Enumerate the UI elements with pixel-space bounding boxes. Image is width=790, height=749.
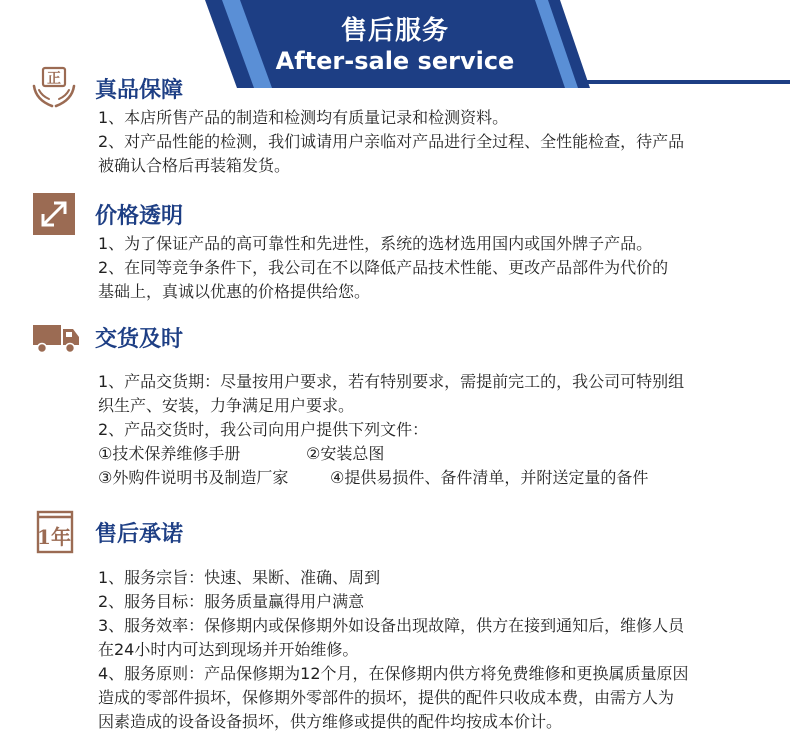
document-item: ②安装总图 — [306, 444, 385, 463]
section-title: 真品保障 — [95, 78, 184, 103]
document-row — [98, 466, 778, 490]
resize-arrow-icon — [30, 192, 78, 236]
delivery-truck-icon — [28, 315, 84, 359]
section-title: 售后承诺 — [95, 522, 184, 547]
document-item: ④提供易损件、备件清单，并附送定量的备件 — [330, 468, 649, 487]
section-body — [98, 370, 778, 490]
body-line: 4、服务原则：产品保修期为12个月，在保修期内供方将免费维修和更换属质量原因 — [98, 664, 689, 683]
body-line: 1、服务宗旨：快速、果断、准确、周到 — [98, 568, 381, 587]
svg-text:正: 正 — [47, 71, 61, 87]
section-body — [98, 566, 778, 734]
banner-subtitle: After-sale service — [275, 47, 515, 75]
section-title: 价格透明 — [95, 204, 184, 229]
body-line: 在24小时内可达到现场并开始维修。 — [98, 640, 359, 659]
body-line: 2、对产品性能的检测，我们诚请用户亲临对产品进行全过程、全性能检查，待产品 — [98, 132, 685, 151]
one-year-calendar-icon — [30, 510, 78, 554]
body-line: 1、为了保证产品的高可靠性和先进性，系统的选材选用国内或国外牌子产品。 — [98, 234, 653, 253]
body-line: 织生产、安装，力争满足用户要求。 — [98, 396, 355, 415]
body-line: 2、在同等竞争条件下，我公司在不以降低产品技术性能、更改产品部件为代价的 — [98, 258, 669, 277]
section-body — [98, 232, 778, 304]
body-line: 1、本店所售产品的制造和检测均有质量记录和检测资料。 — [98, 108, 509, 127]
body-line: 2、服务目标：服务质量赢得用户满意 — [98, 592, 365, 611]
body-line: 基础上，真诚以优惠的价格提供给您。 — [98, 282, 371, 301]
banner-title: 售后服务 — [340, 16, 449, 46]
body-line: 2、产品交货时，我公司向用户提供下列文件： — [98, 420, 429, 439]
section-body — [98, 106, 778, 178]
section-title: 交货及时 — [95, 327, 184, 352]
body-line: 3、服务效率：保修期内或保修期外如设备出现故障，供方在接到通知后，维修人员 — [98, 616, 685, 635]
calendar-icon-text: 1年 — [37, 525, 71, 549]
body-line: 被确认合格后再装箱发货。 — [98, 156, 291, 175]
document-item: ①技术保养维修手册 — [98, 444, 241, 463]
genuine-hands-icon — [30, 66, 78, 110]
body-line: 因素造成的设备设备损坏，供方维修或提供的配件均按成本价计。 — [98, 712, 563, 731]
document-row — [98, 442, 778, 466]
document-item: ③外购件说明书及制造厂家 — [98, 468, 289, 487]
body-line: 1、产品交货期：尽量按用户要求，若有特别要求，需提前完工的，我公司可特别组 — [98, 372, 685, 391]
body-line: 造成的零部件损坏，保修期外零部件的损坏，提供的配件只收成本费，由需方人为 — [98, 688, 675, 707]
